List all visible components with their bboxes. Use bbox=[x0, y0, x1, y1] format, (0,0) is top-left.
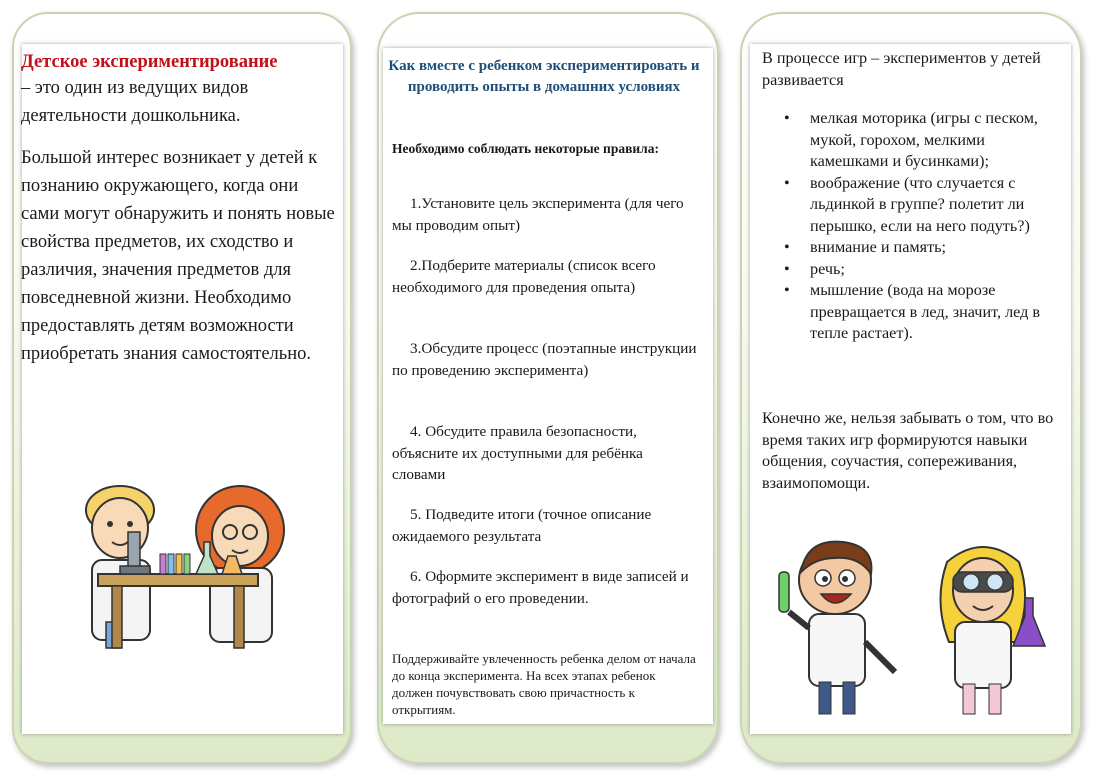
bullet-icon: • bbox=[784, 238, 790, 256]
rule-item: 3.Обсудите процесс (поэтапные инструкции по проведению эксперимента) bbox=[392, 340, 697, 379]
kids-lab-illustration bbox=[28, 482, 326, 652]
list-item-text: речь; bbox=[810, 259, 845, 278]
panel2-title: Как вместе с ребенком экспериментировать и проводить опыты в домашних условиях bbox=[388, 58, 700, 95]
list-item bbox=[762, 259, 1067, 281]
kids-lab-drawing bbox=[28, 482, 326, 652]
bullet-icon: • bbox=[784, 259, 790, 278]
panel2-note: Поддерживайте увлеченность ребенка делом от начала до конца эксперимента. На всех этапах ребенок должен почувствовать свою причастность к открытиям. bbox=[392, 651, 696, 717]
bullet-icon: • bbox=[784, 173, 790, 192]
list-item bbox=[762, 173, 1067, 238]
list-item-text: внимание и память; bbox=[810, 238, 947, 256]
list-item-text: мышление (вода на морозе превращается в лед, значит, лед в тепле растает). bbox=[810, 281, 1041, 342]
panel3-intro: В процессе игр – экспериментов у детей развивается bbox=[762, 49, 1041, 89]
list-item-text: мелкая моторика (игры с песком, мукой, горохом, мелкими камешками и бусинками); bbox=[810, 109, 1038, 170]
rule-item: 1.Установите цель эксперимента (для чего мы проводим опыт) bbox=[392, 195, 684, 234]
skills-list bbox=[762, 108, 1067, 345]
bullet-icon: • bbox=[784, 281, 790, 299]
rule-item: 4. Обсудите правила безопасности, объясните их доступными для ребёнка словами bbox=[392, 423, 643, 483]
scientist-kids-drawing bbox=[763, 532, 1059, 718]
panel1-body: Большой интерес возникает у детей к познанию окружающего, когда они сами могут обнаружить и понять новые свойства предметов, их сходство и различия, значения предметов для повседневной жизни. Необходимо предоставлять детям возможности приобретать знания самостоятельно. bbox=[21, 148, 335, 364]
panel1-intro: – это один из ведущих видов деятельности дошкольника. bbox=[21, 78, 249, 126]
rule-item: 5. Подведите итоги (точное описание ожидаемого результата bbox=[392, 506, 652, 545]
list-item-text: воображение (что случается с льдинкой в группе? полетит ли перышко, если на него подуть?) bbox=[810, 173, 1030, 235]
list-item bbox=[762, 237, 1067, 259]
panel1-title: Детское экспериментирование bbox=[21, 52, 278, 72]
rules-heading: Необходимо соблюдать некоторые правила: bbox=[392, 141, 659, 156]
rule-item: 6. Оформите эксперимент в виде записей и фотографий о его проведении. bbox=[392, 568, 689, 607]
bullet-icon: • bbox=[784, 109, 790, 127]
scientist-kids-illustration bbox=[763, 532, 1059, 718]
list-item bbox=[762, 108, 1067, 173]
rule-item: 2.Подберите материалы (список всего необходимого для проведения опыта) bbox=[392, 257, 656, 296]
list-item bbox=[762, 280, 1067, 345]
panel3-outro: Конечно же, нельзя забывать о том, что во время таких игр формируются навыки общения, соучастия, сопереживания, взаимопомощи. bbox=[762, 409, 1054, 492]
